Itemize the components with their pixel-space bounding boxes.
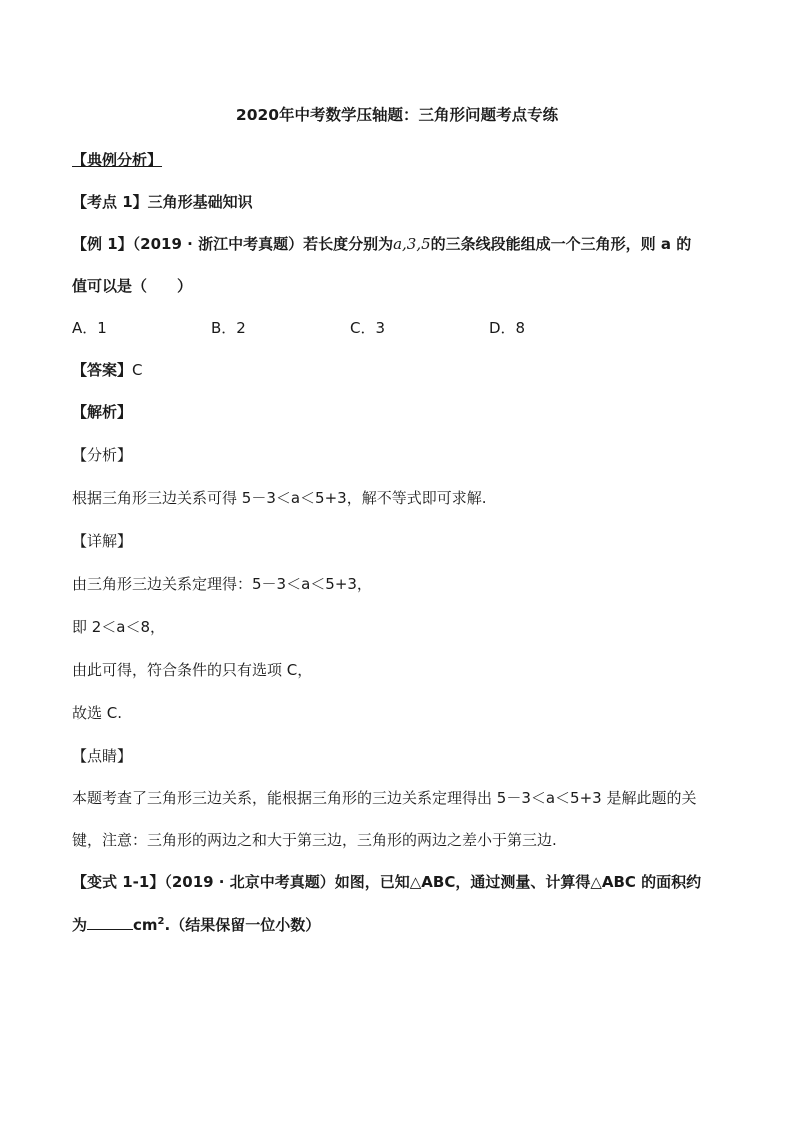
answer-blank [87, 913, 133, 930]
option-b: B．2 [211, 319, 246, 337]
option-c: C．3 [350, 319, 386, 337]
variant-label: 【变式 1-1】 [72, 873, 165, 891]
section-heading: 【典例分析】 [72, 151, 163, 169]
example-text-before: 若长度分别为 [303, 235, 394, 253]
example-label: 【例 1】 [72, 235, 133, 253]
variant-unit: cm [133, 916, 158, 934]
variant-unit-sup: 2 [157, 916, 165, 927]
option-a: A．1 [72, 319, 107, 337]
variant-source: （2019 · 北京中考真题） [164, 873, 335, 891]
kaodian-text: 三角形基础知识 [147, 193, 253, 211]
example-line-1 [72, 234, 691, 254]
example-source: （2019 · 浙江中考真题） [132, 235, 304, 253]
fenxi-heading: 【分析】 [72, 446, 133, 464]
dianjing-line: 本题考查了三角形三边关系，能根据三角形的三边关系定理得出 5－3＜a＜5+3 是解此题的关 [72, 789, 697, 807]
xiangjie-line: 由三角形三边关系定理得：5－3＜a＜5+3， [72, 575, 372, 593]
xiangjie-line: 即 2＜a＜8， [72, 618, 166, 636]
options-row [72, 318, 628, 338]
xiangjie-heading: 【详解】 [72, 532, 133, 550]
xiangjie-line: 由此可得，符合条件的只有选项 C， [72, 661, 313, 679]
jiexi-heading: 【解析】 [72, 403, 133, 421]
answer-label: 【答案】 [72, 361, 133, 379]
example-line-2: 值可以是（ ） [72, 277, 193, 295]
fenxi-text: 根据三角形三边关系可得 5－3＜a＜5+3，解不等式即可求解. [72, 489, 487, 507]
answer-value: C [132, 361, 143, 379]
variant-suffix: .（结果保留一位小数） [164, 916, 321, 934]
dianjing-heading: 【点睛】 [72, 747, 133, 765]
kaodian-line [72, 192, 253, 212]
variant-line-2 [72, 913, 320, 935]
variant-text: 如图，已知△ABC，通过测量、计算得△ABC 的面积约 [334, 873, 702, 891]
dianjing-line: 键，注意：三角形的两边之和大于第三边，三角形的两边之差小于第三边. [72, 831, 557, 849]
example-math: a,3,5 [393, 235, 431, 253]
option-d: D．8 [489, 319, 526, 337]
example-text-after: 的三条线段能组成一个三角形，则 a 的 [430, 235, 692, 253]
variant-line-1 [72, 872, 701, 892]
xiangjie-line: 故选 C. [72, 704, 123, 722]
page-title: 2020年中考数学压轴题：三角形问题考点专练 [235, 106, 559, 124]
kaodian-label: 【考点 1】 [72, 193, 148, 211]
answer-line [72, 360, 143, 380]
variant-prefix: 为 [72, 916, 88, 934]
